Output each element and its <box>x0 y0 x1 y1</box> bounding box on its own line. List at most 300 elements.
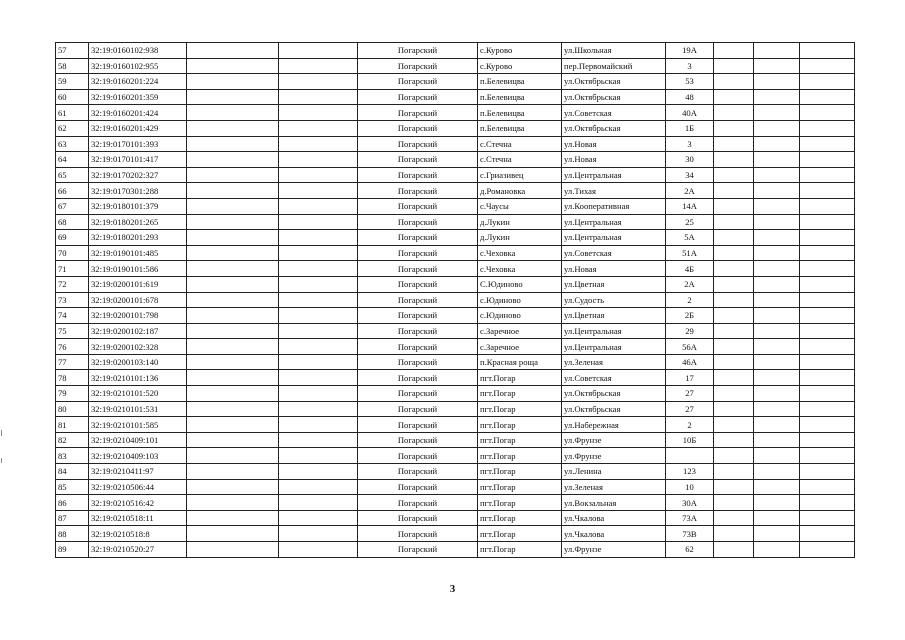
empty-cell <box>279 339 358 355</box>
settlement-cell: с.Заречное <box>478 339 562 355</box>
empty-cell <box>800 276 855 292</box>
street-cell: ул.Чкалова <box>562 526 666 542</box>
empty-cell <box>800 167 855 183</box>
empty-cell <box>800 323 855 339</box>
row-number-cell: 83 <box>56 448 89 464</box>
house-number-cell: 53 <box>666 74 714 90</box>
table-row <box>56 417 855 433</box>
row-number-cell: 67 <box>56 198 89 214</box>
district-cell: Погарский <box>358 152 478 168</box>
settlement-cell: д.Лукин <box>478 230 562 246</box>
cadastral-number-cell: 32:19:0170101:393 <box>89 136 187 152</box>
empty-cell <box>279 448 358 464</box>
house-number-cell: 40А <box>666 105 714 121</box>
cadastral-number-cell: 32:19:0180201:293 <box>89 230 187 246</box>
cadastral-number-cell: 32:19:0210101:520 <box>89 386 187 402</box>
house-number-cell: 29 <box>666 323 714 339</box>
scan-edge-mark <box>1 458 2 463</box>
district-cell: Погарский <box>358 448 478 464</box>
row-number-cell: 81 <box>56 417 89 433</box>
district-cell: Погарский <box>358 417 478 433</box>
table-row <box>56 432 855 448</box>
empty-cell <box>187 245 279 261</box>
district-cell: Погарский <box>358 510 478 526</box>
empty-cell <box>279 292 358 308</box>
cadastral-number-cell: 32:19:0210101:136 <box>89 370 187 386</box>
row-number-cell: 75 <box>56 323 89 339</box>
district-cell: Погарский <box>358 276 478 292</box>
street-cell: ул.Кооперативная <box>562 198 666 214</box>
empty-cell <box>187 542 279 558</box>
empty-cell <box>754 152 800 168</box>
empty-cell <box>754 198 800 214</box>
empty-cell <box>714 542 754 558</box>
cadastral-number-cell: 32:19:0170301:288 <box>89 183 187 199</box>
empty-cell <box>279 74 358 90</box>
street-cell: ул.Зеленая <box>562 354 666 370</box>
settlement-cell: с.Чаусы <box>478 198 562 214</box>
settlement-cell: с.Юдиново <box>478 308 562 324</box>
house-number-cell: 3 <box>666 136 714 152</box>
district-cell: Погарский <box>358 292 478 308</box>
street-cell: ул.Октябрьская <box>562 74 666 90</box>
street-cell: ул.Школьная <box>562 43 666 59</box>
empty-cell <box>714 214 754 230</box>
empty-cell <box>800 292 855 308</box>
empty-cell <box>187 386 279 402</box>
empty-cell <box>714 495 754 511</box>
empty-cell <box>754 370 800 386</box>
table-row <box>56 339 855 355</box>
empty-cell <box>754 354 800 370</box>
empty-cell <box>187 417 279 433</box>
district-cell: Погарский <box>358 58 478 74</box>
settlement-cell: с.Заречное <box>478 323 562 339</box>
table-row <box>56 120 855 136</box>
settlement-cell: с.Чеховка <box>478 245 562 261</box>
cadastral-number-cell: 32:19:0160201:224 <box>89 74 187 90</box>
cadastral-number-cell: 32:19:0160102:955 <box>89 58 187 74</box>
cadastral-number-cell: 32:19:0200101:798 <box>89 308 187 324</box>
row-number-cell: 88 <box>56 526 89 542</box>
empty-cell <box>800 105 855 121</box>
street-cell: ул.Октябрьская <box>562 401 666 417</box>
house-number-cell: 10Б <box>666 432 714 448</box>
empty-cell <box>279 308 358 324</box>
row-number-cell: 61 <box>56 105 89 121</box>
empty-cell <box>714 183 754 199</box>
cadastral-number-cell: 32:19:0200103:140 <box>89 354 187 370</box>
empty-cell <box>279 386 358 402</box>
table-row <box>56 308 855 324</box>
street-cell: ул.Новая <box>562 136 666 152</box>
table-row <box>56 542 855 558</box>
house-number-cell: 2А <box>666 183 714 199</box>
house-number-cell: 27 <box>666 401 714 417</box>
settlement-cell: с.Чеховка <box>478 261 562 277</box>
empty-cell <box>800 339 855 355</box>
street-cell: ул.Судость <box>562 292 666 308</box>
settlement-cell: с.Курово <box>478 43 562 59</box>
table-row <box>56 354 855 370</box>
table-row <box>56 401 855 417</box>
empty-cell <box>800 510 855 526</box>
district-cell: Погарский <box>358 386 478 402</box>
house-number-cell: 46А <box>666 354 714 370</box>
empty-cell <box>714 448 754 464</box>
empty-cell <box>279 323 358 339</box>
row-number-cell: 84 <box>56 464 89 480</box>
district-cell: Погарский <box>358 479 478 495</box>
registry-table <box>55 42 855 558</box>
empty-cell <box>800 43 855 59</box>
settlement-cell: д.Лукин <box>478 214 562 230</box>
table-row <box>56 198 855 214</box>
empty-cell <box>754 386 800 402</box>
row-number-cell: 76 <box>56 339 89 355</box>
house-number-cell: 3 <box>666 58 714 74</box>
registry-table-body <box>56 43 855 558</box>
street-cell: ул.Новая <box>562 261 666 277</box>
empty-cell <box>187 261 279 277</box>
empty-cell <box>754 245 800 261</box>
street-cell: ул.Советская <box>562 105 666 121</box>
street-cell: ул.Октябрьская <box>562 89 666 105</box>
row-number-cell: 87 <box>56 510 89 526</box>
district-cell: Погарский <box>358 74 478 90</box>
district-cell: Погарский <box>358 230 478 246</box>
empty-cell <box>187 120 279 136</box>
settlement-cell: с.Юдиново <box>478 292 562 308</box>
empty-cell <box>754 542 800 558</box>
empty-cell <box>754 510 800 526</box>
table-row <box>56 183 855 199</box>
empty-cell <box>800 464 855 480</box>
empty-cell <box>800 479 855 495</box>
empty-cell <box>714 198 754 214</box>
street-cell: ул.Вокзальная <box>562 495 666 511</box>
row-number-cell: 85 <box>56 479 89 495</box>
empty-cell <box>800 542 855 558</box>
empty-cell <box>187 183 279 199</box>
empty-cell <box>187 401 279 417</box>
empty-cell <box>754 448 800 464</box>
empty-cell <box>714 323 754 339</box>
cadastral-number-cell: 32:19:0200101:619 <box>89 276 187 292</box>
empty-cell <box>800 401 855 417</box>
settlement-cell: пгт.Погар <box>478 417 562 433</box>
house-number-cell: 2 <box>666 417 714 433</box>
street-cell: ул.Октябрьская <box>562 120 666 136</box>
empty-cell <box>187 323 279 339</box>
settlement-cell: пгт.Погар <box>478 479 562 495</box>
district-cell: Погарский <box>358 245 478 261</box>
row-number-cell: 79 <box>56 386 89 402</box>
table-row <box>56 58 855 74</box>
row-number-cell: 63 <box>56 136 89 152</box>
empty-cell <box>754 167 800 183</box>
empty-cell <box>714 526 754 542</box>
settlement-cell: пгт.Погар <box>478 386 562 402</box>
table-row <box>56 479 855 495</box>
settlement-cell: с.Стечна <box>478 136 562 152</box>
street-cell: ул.Октябрьская <box>562 386 666 402</box>
street-cell: ул.Центральная <box>562 214 666 230</box>
empty-cell <box>800 152 855 168</box>
empty-cell <box>187 292 279 308</box>
district-cell: Погарский <box>358 526 478 542</box>
street-cell: ул.Центральная <box>562 230 666 246</box>
empty-cell <box>800 136 855 152</box>
empty-cell <box>714 479 754 495</box>
house-number-cell: 30А <box>666 495 714 511</box>
settlement-cell: с.Гриазивец <box>478 167 562 183</box>
empty-cell <box>754 261 800 277</box>
house-number-cell: 2Б <box>666 308 714 324</box>
cadastral-number-cell: 32:19:0200101:678 <box>89 292 187 308</box>
row-number-cell: 59 <box>56 74 89 90</box>
house-number-cell: 62 <box>666 542 714 558</box>
empty-cell <box>754 183 800 199</box>
settlement-cell: пгт.Погар <box>478 432 562 448</box>
settlement-cell: пгт.Погар <box>478 370 562 386</box>
street-cell: пер.Первомайский <box>562 58 666 74</box>
empty-cell <box>187 510 279 526</box>
district-cell: Погарский <box>358 136 478 152</box>
empty-cell <box>187 432 279 448</box>
cadastral-number-cell: 32:19:0200102:187 <box>89 323 187 339</box>
house-number-cell: 123 <box>666 464 714 480</box>
empty-cell <box>754 339 800 355</box>
empty-cell <box>754 58 800 74</box>
empty-cell <box>800 448 855 464</box>
empty-cell <box>754 74 800 90</box>
house-number-cell: 2 <box>666 292 714 308</box>
settlement-cell: пгт.Погар <box>478 542 562 558</box>
cadastral-number-cell: 32:19:0190101:586 <box>89 261 187 277</box>
empty-cell <box>714 510 754 526</box>
street-cell: ул.Зеленая <box>562 479 666 495</box>
settlement-cell: пгт.Погар <box>478 401 562 417</box>
empty-cell <box>187 339 279 355</box>
row-number-cell: 72 <box>56 276 89 292</box>
cadastral-number-cell: 32:19:0210518:11 <box>89 510 187 526</box>
row-number-cell: 68 <box>56 214 89 230</box>
empty-cell <box>754 432 800 448</box>
empty-cell <box>714 432 754 448</box>
empty-cell <box>800 245 855 261</box>
empty-cell <box>714 152 754 168</box>
row-number-cell: 66 <box>56 183 89 199</box>
street-cell: ул.Фрунзе <box>562 448 666 464</box>
empty-cell <box>187 89 279 105</box>
empty-cell <box>187 105 279 121</box>
empty-cell <box>279 526 358 542</box>
house-number-cell: 14А <box>666 198 714 214</box>
district-cell: Погарский <box>358 167 478 183</box>
row-number-cell: 60 <box>56 89 89 105</box>
row-number-cell: 82 <box>56 432 89 448</box>
empty-cell <box>754 230 800 246</box>
empty-cell <box>800 74 855 90</box>
row-number-cell: 58 <box>56 58 89 74</box>
empty-cell <box>754 323 800 339</box>
row-number-cell: 57 <box>56 43 89 59</box>
empty-cell <box>800 89 855 105</box>
empty-cell <box>714 136 754 152</box>
district-cell: Погарский <box>358 198 478 214</box>
table-row <box>56 74 855 90</box>
empty-cell <box>714 292 754 308</box>
empty-cell <box>800 386 855 402</box>
page-number: 3 <box>449 583 456 595</box>
empty-cell <box>187 448 279 464</box>
house-number-cell: 34 <box>666 167 714 183</box>
table-row <box>56 167 855 183</box>
cadastral-number-cell: 32:19:0210101:531 <box>89 401 187 417</box>
house-number-cell: 2А <box>666 276 714 292</box>
empty-cell <box>187 495 279 511</box>
district-cell: Погарский <box>358 354 478 370</box>
empty-cell <box>279 136 358 152</box>
street-cell: ул.Ленина <box>562 464 666 480</box>
empty-cell <box>800 58 855 74</box>
row-number-cell: 77 <box>56 354 89 370</box>
empty-cell <box>754 308 800 324</box>
district-cell: Погарский <box>358 214 478 230</box>
house-number-cell: 73В <box>666 526 714 542</box>
row-number-cell: 86 <box>56 495 89 511</box>
cadastral-number-cell: 32:19:0210409:103 <box>89 448 187 464</box>
settlement-cell: С.Юдиново <box>478 276 562 292</box>
street-cell: ул.Центральная <box>562 323 666 339</box>
settlement-cell: пгт.Погар <box>478 526 562 542</box>
row-number-cell: 69 <box>56 230 89 246</box>
empty-cell <box>714 276 754 292</box>
table-row <box>56 43 855 59</box>
district-cell: Погарский <box>358 370 478 386</box>
settlement-cell: пгт.Погар <box>478 448 562 464</box>
house-number-cell: 10 <box>666 479 714 495</box>
empty-cell <box>800 198 855 214</box>
empty-cell <box>187 276 279 292</box>
cadastral-number-cell: 32:19:0210506:44 <box>89 479 187 495</box>
settlement-cell: с.Стечна <box>478 152 562 168</box>
empty-cell <box>279 276 358 292</box>
empty-cell <box>754 417 800 433</box>
settlement-cell: с.Курово <box>478 58 562 74</box>
empty-cell <box>279 261 358 277</box>
row-number-cell: 73 <box>56 292 89 308</box>
row-number-cell: 62 <box>56 120 89 136</box>
empty-cell <box>800 120 855 136</box>
empty-cell <box>714 261 754 277</box>
empty-cell <box>754 495 800 511</box>
empty-cell <box>279 43 358 59</box>
street-cell: ул.Тихая <box>562 183 666 199</box>
empty-cell <box>187 354 279 370</box>
empty-cell <box>187 136 279 152</box>
cadastral-number-cell: 32:19:0160102:938 <box>89 43 187 59</box>
cadastral-number-cell: 32:19:0200102:328 <box>89 339 187 355</box>
empty-cell <box>714 245 754 261</box>
empty-cell <box>714 417 754 433</box>
empty-cell <box>714 464 754 480</box>
house-number-cell: 17 <box>666 370 714 386</box>
empty-cell <box>800 230 855 246</box>
empty-cell <box>279 479 358 495</box>
settlement-cell: п.Красная роща <box>478 354 562 370</box>
district-cell: Погарский <box>358 261 478 277</box>
empty-cell <box>279 354 358 370</box>
empty-cell <box>279 89 358 105</box>
table-row <box>56 136 855 152</box>
district-cell: Погарский <box>358 432 478 448</box>
street-cell: ул.Фрунзе <box>562 542 666 558</box>
empty-cell <box>714 43 754 59</box>
empty-cell <box>800 183 855 199</box>
cadastral-number-cell: 32:19:0160201:424 <box>89 105 187 121</box>
district-cell: Погарский <box>358 89 478 105</box>
empty-cell <box>754 464 800 480</box>
empty-cell <box>754 479 800 495</box>
empty-cell <box>714 370 754 386</box>
empty-cell <box>714 354 754 370</box>
cadastral-number-cell: 32:19:0210409:101 <box>89 432 187 448</box>
district-cell: Погарский <box>358 43 478 59</box>
row-number-cell: 74 <box>56 308 89 324</box>
house-number-cell: 5А <box>666 230 714 246</box>
settlement-cell: пгт.Погар <box>478 495 562 511</box>
district-cell: Погарский <box>358 183 478 199</box>
empty-cell <box>279 401 358 417</box>
house-number-cell: 1Б <box>666 120 714 136</box>
empty-cell <box>754 89 800 105</box>
empty-cell <box>279 214 358 230</box>
empty-cell <box>714 74 754 90</box>
table-row <box>56 526 855 542</box>
table-row <box>56 448 855 464</box>
district-cell: Погарский <box>358 339 478 355</box>
row-number-cell: 78 <box>56 370 89 386</box>
table-row <box>56 89 855 105</box>
cadastral-number-cell: 32:19:0170101:417 <box>89 152 187 168</box>
house-number-cell: 25 <box>666 214 714 230</box>
district-cell: Погарский <box>358 308 478 324</box>
empty-cell <box>279 510 358 526</box>
empty-cell <box>800 432 855 448</box>
table-row <box>56 323 855 339</box>
house-number-cell: 73А <box>666 510 714 526</box>
empty-cell <box>279 432 358 448</box>
empty-cell <box>754 292 800 308</box>
empty-cell <box>754 276 800 292</box>
cadastral-number-cell: 32:19:0210518:8 <box>89 526 187 542</box>
street-cell: ул.Цветная <box>562 308 666 324</box>
empty-cell <box>800 354 855 370</box>
cadastral-number-cell: 32:19:0210101:585 <box>89 417 187 433</box>
house-number-cell <box>666 448 714 464</box>
empty-cell <box>800 214 855 230</box>
empty-cell <box>714 105 754 121</box>
district-cell: Погарский <box>358 464 478 480</box>
street-cell: ул.Центральная <box>562 167 666 183</box>
street-cell: ул.Советская <box>562 245 666 261</box>
house-number-cell: 51А <box>666 245 714 261</box>
house-number-cell: 4Б <box>666 261 714 277</box>
table-row <box>56 495 855 511</box>
empty-cell <box>754 136 800 152</box>
